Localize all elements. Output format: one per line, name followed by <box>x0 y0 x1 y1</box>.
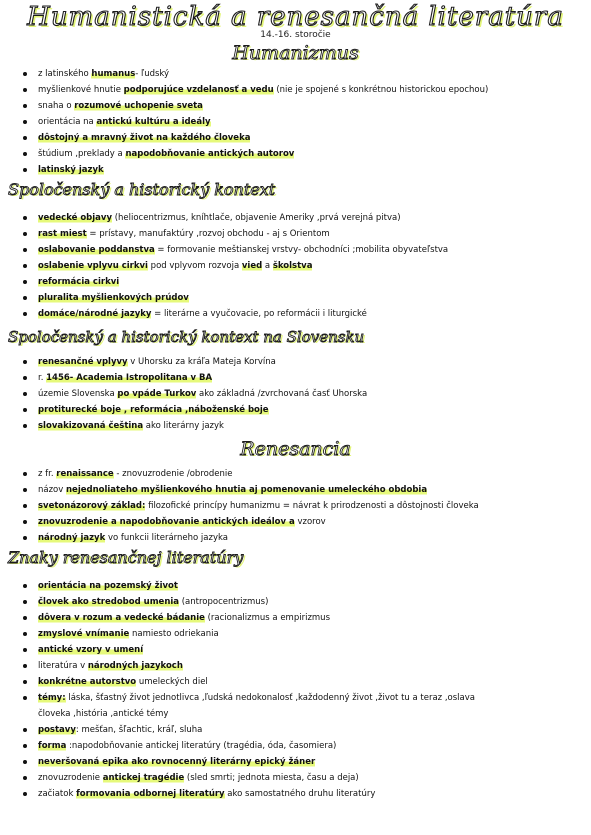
item-text: z fr. <box>38 469 57 479</box>
item-text: umeleckých diel <box>136 677 208 687</box>
highlighted-text: napodobňovanie antických autorov <box>125 149 295 159</box>
page-subtitle: 14.-16. storočie <box>260 30 331 40</box>
item-text: filozofické princípy humanizmu = návrat k prirodzenosti a dôstojnosti človeka <box>145 501 479 511</box>
list-item <box>22 130 582 146</box>
highlighted-text: formovania odbornej literatúry <box>76 789 225 799</box>
highlighted-text: forma <box>38 741 67 751</box>
highlighted-text: oslabenie vplyvu cirkvi <box>38 261 148 271</box>
item-text: = formovanie meštianskej vrstvy- obchodníci ;mobilita obyvateľstva <box>154 245 449 255</box>
list-item <box>22 210 582 226</box>
list-item <box>22 274 582 290</box>
list-item <box>22 258 582 274</box>
highlighted-text: antickej tragédie <box>102 773 185 783</box>
item-text: ako literárny jazyk <box>143 421 224 431</box>
item-text: (racionalizmus a empirizmus <box>204 613 331 623</box>
item-text: a <box>262 261 273 271</box>
list-item <box>22 594 582 610</box>
highlighted-text: protiturecké boje , reformácia ,náboženské boje <box>38 405 269 415</box>
highlighted-text: orientácia na pozemský život <box>38 581 178 591</box>
item-text: = prístavy, manufaktúry ,rozvoj obchodu - aj s Orientom <box>86 229 330 239</box>
list-item <box>22 786 582 802</box>
highlighted-text: pluralita myšlienkových prúdov <box>38 293 189 303</box>
list-znaky <box>22 578 582 802</box>
item-text: človeka ,história ,antické témy <box>38 709 169 719</box>
highlighted-text: rast miest <box>38 229 87 239</box>
item-text: :napodobňovanie antickej literatúry (tragédia, óda, časomiera) <box>66 741 337 751</box>
list-item <box>22 690 582 706</box>
list-item <box>22 370 582 386</box>
item-text: literatúra v <box>38 661 88 671</box>
item-text: štúdium ,preklady a <box>38 149 126 159</box>
item-text: myšlienkové hnutie <box>38 85 124 95</box>
list-item <box>22 82 582 98</box>
highlighted-text: dôvera v rozum a vedecké bádanie <box>38 613 205 623</box>
list-item <box>22 514 582 530</box>
item-text: láska, šťastný život jednotlivca ,ľudská nedokonalosť ,každodenný život ,život tu a teraz ,oslava <box>65 693 475 703</box>
highlighted-text: antickú kultúru a ideály <box>96 117 211 127</box>
list-item <box>22 626 582 642</box>
list-kontext-slovensko <box>22 354 582 434</box>
list-item <box>22 402 582 418</box>
item-text: (heliocentrizmus, kníhtlače, objavenie Ameriky ,prvá verejná pitva) <box>112 213 401 223</box>
item-text: (sled smrti; jednota miesta, času a deja) <box>184 773 359 783</box>
item-text: v Uhorsku za kráľa Mateja Korvína <box>127 357 276 367</box>
highlighted-text: domáce/národné jazyky <box>38 309 152 319</box>
item-text: vo funkcii literárneho jazyka <box>105 533 228 543</box>
list-item <box>22 386 582 402</box>
section-heading-kontext: Spoločenský a historický kontext <box>8 180 276 199</box>
item-text: územie Slovenska <box>38 389 118 399</box>
list-humanizmus <box>22 66 582 178</box>
page-title: Humanistická a renesančná literatúra <box>27 2 564 32</box>
highlighted-text: nejednoliateho myšlienkového hnutia aj pomenovanie umeleckého obdobia <box>66 485 428 495</box>
item-text: (nie je spojené s konkrétnou historickou epochou) <box>273 85 489 95</box>
item-text: znovuzrodenie <box>38 773 103 783</box>
item-text: z latinského <box>38 69 92 79</box>
list-item <box>22 738 582 754</box>
list-item <box>22 770 582 786</box>
highlighted-text: človek ako stredobod umenia <box>38 597 180 607</box>
highlighted-text: antické vzory v umení <box>38 645 144 655</box>
list-item <box>22 418 582 434</box>
item-text: = literárne a vyučovacie, po reformácii i liturgické <box>151 309 367 319</box>
highlighted-text: neveršovaná epika ako rovnocenný literárny epický žáner <box>38 757 316 767</box>
highlighted-text: zmyslové vnímanie <box>38 629 130 639</box>
item-text: namiesto odriekania <box>129 629 219 639</box>
highlighted-text: po vpáde Turkov <box>117 389 197 399</box>
list-item <box>22 242 582 258</box>
list-item <box>22 722 582 738</box>
highlighted-text: školstva <box>272 261 313 271</box>
item-text: - znovuzrodenie /obrodenie <box>113 469 233 479</box>
highlighted-text: slovakizovaná čeština <box>38 421 144 431</box>
highlighted-text: vedecké objavy <box>38 213 112 223</box>
highlighted-text: postavy <box>38 725 76 735</box>
highlighted-text: rozumové uchopenie sveta <box>74 101 203 111</box>
item-text: pod vplyvom rozvoja <box>147 261 242 271</box>
highlighted-text: témy: <box>38 693 66 703</box>
item-text: (antropocentrizmus) <box>179 597 269 607</box>
item-text: r. <box>38 373 47 383</box>
item-text: vzorov <box>294 517 326 527</box>
highlighted-text: oslabovanie poddanstva <box>38 245 155 255</box>
item-text: : mešťan, šľachtic, kráľ, sluha <box>75 725 203 735</box>
highlighted-text: svetonázorový základ: <box>38 501 146 511</box>
section-heading-humanizmus: Humanizmus <box>232 42 359 64</box>
list-item <box>22 290 582 306</box>
list-item <box>22 610 582 626</box>
highlighted-text: humanus <box>91 69 136 79</box>
highlighted-text: reformácia cirkvi <box>38 277 120 287</box>
list-item <box>22 114 582 130</box>
highlighted-text: renesančné vplyvy <box>38 357 128 367</box>
list-item <box>22 498 582 514</box>
highlighted-text: vied <box>241 261 263 271</box>
highlighted-text: konkrétne autorstvo <box>38 677 137 687</box>
list-item <box>22 674 582 690</box>
list-item <box>22 754 582 770</box>
list-item <box>22 642 582 658</box>
list-item <box>22 706 582 722</box>
item-text: - ľudský <box>135 69 170 79</box>
item-text: názov <box>38 485 66 495</box>
section-heading-znaky: Znaky renesančnej literatúry <box>8 548 244 567</box>
list-item <box>22 482 582 498</box>
item-text: orientácia na <box>38 117 97 127</box>
item-text: ako samostatného druhu literatúry <box>224 789 376 799</box>
list-item <box>22 162 582 178</box>
list-item <box>22 66 582 82</box>
item-text: ako základná /zvrchovaná časť Uhorska <box>196 389 368 399</box>
highlighted-text: 1456- Academia Istropolitana v BA <box>46 373 213 383</box>
highlighted-text: národných jazykoch <box>87 661 183 671</box>
highlighted-text: latinský jazyk <box>38 165 104 175</box>
highlighted-text: národný jazyk <box>38 533 106 543</box>
item-text: snaha o <box>38 101 75 111</box>
list-item <box>22 658 582 674</box>
highlighted-text: znovuzrodenie a napodobňovanie antických ideálov a <box>38 517 295 527</box>
list-item <box>22 466 582 482</box>
highlighted-text: podporujúce vzdelanosť a vedu <box>123 85 274 95</box>
highlighted-text: dôstojný a mravný život na každého človeka <box>38 133 251 143</box>
list-item <box>22 354 582 370</box>
list-renesancia <box>22 466 582 546</box>
list-item <box>22 306 582 322</box>
list-item <box>22 226 582 242</box>
section-heading-renesancia: Renesancia <box>240 438 351 460</box>
list-item <box>22 530 582 546</box>
highlighted-text: renaissance <box>56 469 114 479</box>
item-text: začiatok <box>38 789 77 799</box>
list-item <box>22 98 582 114</box>
list-item <box>22 578 582 594</box>
list-kontext <box>22 210 582 322</box>
list-item <box>22 146 582 162</box>
section-heading-kontext-slovensko: Spoločenský a historický kontext na Slovensku <box>8 328 365 346</box>
